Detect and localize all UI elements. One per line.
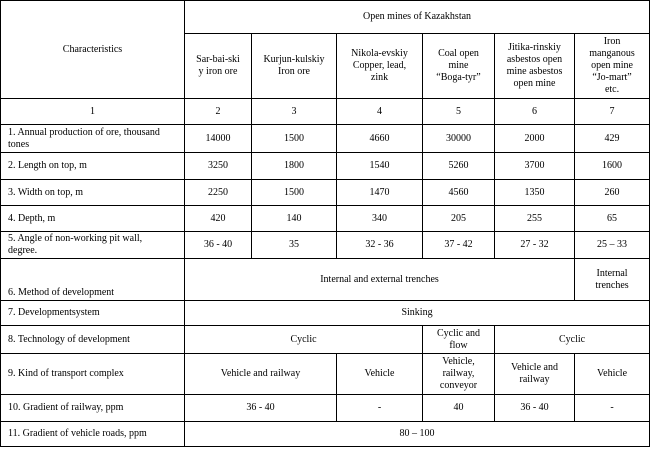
- cell-angle: 37 - 42: [423, 232, 495, 259]
- row-label-system: 7. Developmentsystem: [1, 301, 185, 326]
- cell-annual-production: 14000: [185, 125, 252, 153]
- row-label-method: 6. Method of development: [1, 259, 185, 301]
- cell-annual-production: 30000: [423, 125, 495, 153]
- mine-header-sarbai: Sar-bai-ski y iron ore: [185, 34, 252, 99]
- mine-header-kurjunkul: Kurjun-kulskiy Iron ore: [252, 34, 337, 99]
- mine-header-bogatyr: Coal open mine “Boga-tyr”: [423, 34, 495, 99]
- cell-transport-vehicle: Vehicle: [337, 354, 423, 395]
- column-number: 1: [1, 99, 185, 125]
- cell-gradient-railway: 36 - 40: [495, 395, 575, 422]
- cell-width: 260: [575, 180, 650, 206]
- cell-width: 1500: [252, 180, 337, 206]
- characteristics-header: Characteristics: [1, 1, 185, 99]
- row-label-gradient-railway: 10. Gradient of railway, ppm: [1, 395, 185, 422]
- cell-width: 1350: [495, 180, 575, 206]
- row-label-annual-production: 1. Annual production of ore, thousand tones: [1, 125, 185, 153]
- cell-system-merged: Sinking: [185, 301, 650, 326]
- row-label-depth: 4. Depth, m: [1, 206, 185, 232]
- column-number: 3: [252, 99, 337, 125]
- row-label-technology: 8. Technology of development: [1, 326, 185, 354]
- cell-method-merged: Internal and external trenches: [185, 259, 575, 301]
- cell-annual-production: 2000: [495, 125, 575, 153]
- cell-length: 3700: [495, 153, 575, 180]
- mine-header-jomart: Iron manganous open mine “Jo-mart” etc.: [575, 34, 650, 99]
- cell-angle: 25 – 33: [575, 232, 650, 259]
- cell-transport-conveyor: Vehicle, railway, conveyor: [423, 354, 495, 395]
- cell-angle: 32 - 36: [337, 232, 423, 259]
- row-label-angle: 5. Angle of non-working pit wall, degree.: [1, 232, 185, 259]
- cell-depth: 420: [185, 206, 252, 232]
- row-label-transport: 9. Kind of transport complex: [1, 354, 185, 395]
- cell-width: 4560: [423, 180, 495, 206]
- cell-length: 1800: [252, 153, 337, 180]
- cell-width: 1470: [337, 180, 423, 206]
- cell-angle: 36 - 40: [185, 232, 252, 259]
- mine-header-nikolaev: Nikola-evskiy Copper, lead, zink: [337, 34, 423, 99]
- cell-gradient-railway: 40: [423, 395, 495, 422]
- cell-depth: 205: [423, 206, 495, 232]
- mine-header-jitikara: Jitika-rinskiy asbestos open mine asbestos open mine: [495, 34, 575, 99]
- cell-transport-vehicle-railway: Vehicle and railway: [495, 354, 575, 395]
- cell-gradient-railway: -: [337, 395, 423, 422]
- group-header: Open mines of Kazakhstan: [185, 1, 650, 34]
- cell-depth: 255: [495, 206, 575, 232]
- cell-annual-production: 1500: [252, 125, 337, 153]
- cell-gradient-railway: -: [575, 395, 650, 422]
- column-number: 5: [423, 99, 495, 125]
- cell-width: 2250: [185, 180, 252, 206]
- cell-annual-production: 429: [575, 125, 650, 153]
- cell-angle: 35: [252, 232, 337, 259]
- cell-length: 1540: [337, 153, 423, 180]
- row-label-width: 3. Width on top, m: [1, 180, 185, 206]
- column-number: 2: [185, 99, 252, 125]
- cell-depth: 140: [252, 206, 337, 232]
- cell-depth: 340: [337, 206, 423, 232]
- cell-method-last: Internal trenches: [575, 259, 650, 301]
- row-label-gradient-roads: 11. Gradient of vehicle roads, ppm: [1, 422, 185, 447]
- cell-length: 3250: [185, 153, 252, 180]
- cell-depth: 65: [575, 206, 650, 232]
- cell-length: 5260: [423, 153, 495, 180]
- row-label-length: 2. Length on top, m: [1, 153, 185, 180]
- cell-technology-cyclic: Cyclic: [495, 326, 650, 354]
- cell-gradient-roads-merged: 80 – 100: [185, 422, 650, 447]
- cell-transport-vehicle-railway: Vehicle and railway: [185, 354, 337, 395]
- column-number: 7: [575, 99, 650, 125]
- cell-angle: 27 - 32: [495, 232, 575, 259]
- cell-length: 1600: [575, 153, 650, 180]
- column-number: 4: [337, 99, 423, 125]
- cell-technology-cyclic: Cyclic: [185, 326, 423, 354]
- cell-transport-vehicle: Vehicle: [575, 354, 650, 395]
- cell-technology-cyclic-flow: Cyclic and flow: [423, 326, 495, 354]
- column-number: 6: [495, 99, 575, 125]
- cell-annual-production: 4660: [337, 125, 423, 153]
- cell-gradient-railway: 36 - 40: [185, 395, 337, 422]
